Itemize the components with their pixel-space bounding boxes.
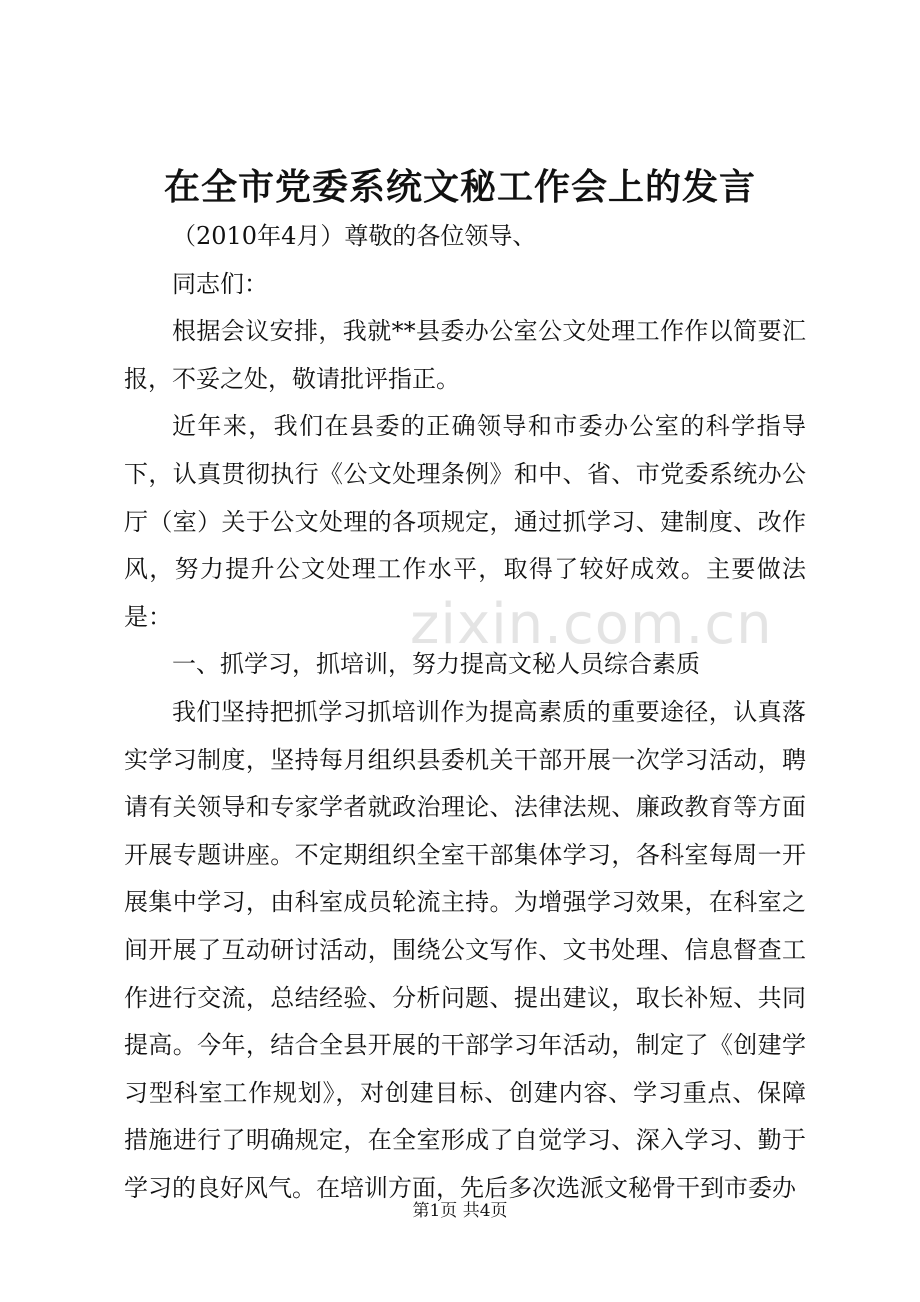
section-heading-1: 一、抓学习，抓培训，努力提高文秘人员综合素质 [172,650,700,679]
paragraph-date-salutation: （2010年4月）尊敬的各位领导、 [172,222,537,250]
paragraph-salutation: 同志们： [172,269,268,298]
document-title: 在全市党委系统文秘工作会上的发言 [163,166,756,208]
paragraph-intro: 根据会议安排，我就**县委办公室公文处理工作作以简要汇报，不妥之处，敬请批评指正。 [124,317,806,393]
document-body [124,213,806,1212]
paragraph-overview: 近年来，我们在县委的正确领导和市委办公室的科学指导下，认真贯彻执行《公文处理条例》和中、省、市党委系统办公厅（室）关于公文处理的各项规定，通过抓学习、建制度、改作风，努力提升公文处理工作水平，取得了较好成效。主要做法是： [124,412,806,631]
page-footer: 第1页 共4页 [412,1201,508,1221]
watermark: zixin.com.cn [410,592,773,657]
paragraph-study: 我们坚持把抓学习抓培训作为提高素质的重要途径，认真落实学习制度，坚持每月组织县委机关干部开展一次学习活动，聘请有关领导和专家学者就政治理论、法律法规、廉政教育等方面开展专题讲座。不定期组织全室干部集体学习，各科室每周一开展集中学习，由科室成员轮流主持。为增强学习效果，在科室之间开展了互动研讨活动，围绕公文写作、文书处理、信息督查工作进行交流，总结经验、分析问题、提出建议，取长补短、共同提高。今年，结合全县开展的干部学习年活动，制定了《创建学习型科室工作规划》，对创建目标、创建内容、学习重点、保障措施进行了明确规定，在全室形成了自觉学习、深入学习、勤于学习的良好风气。在培训方面，先后多次选派文秘骨干到市委办 [124,697,806,1202]
